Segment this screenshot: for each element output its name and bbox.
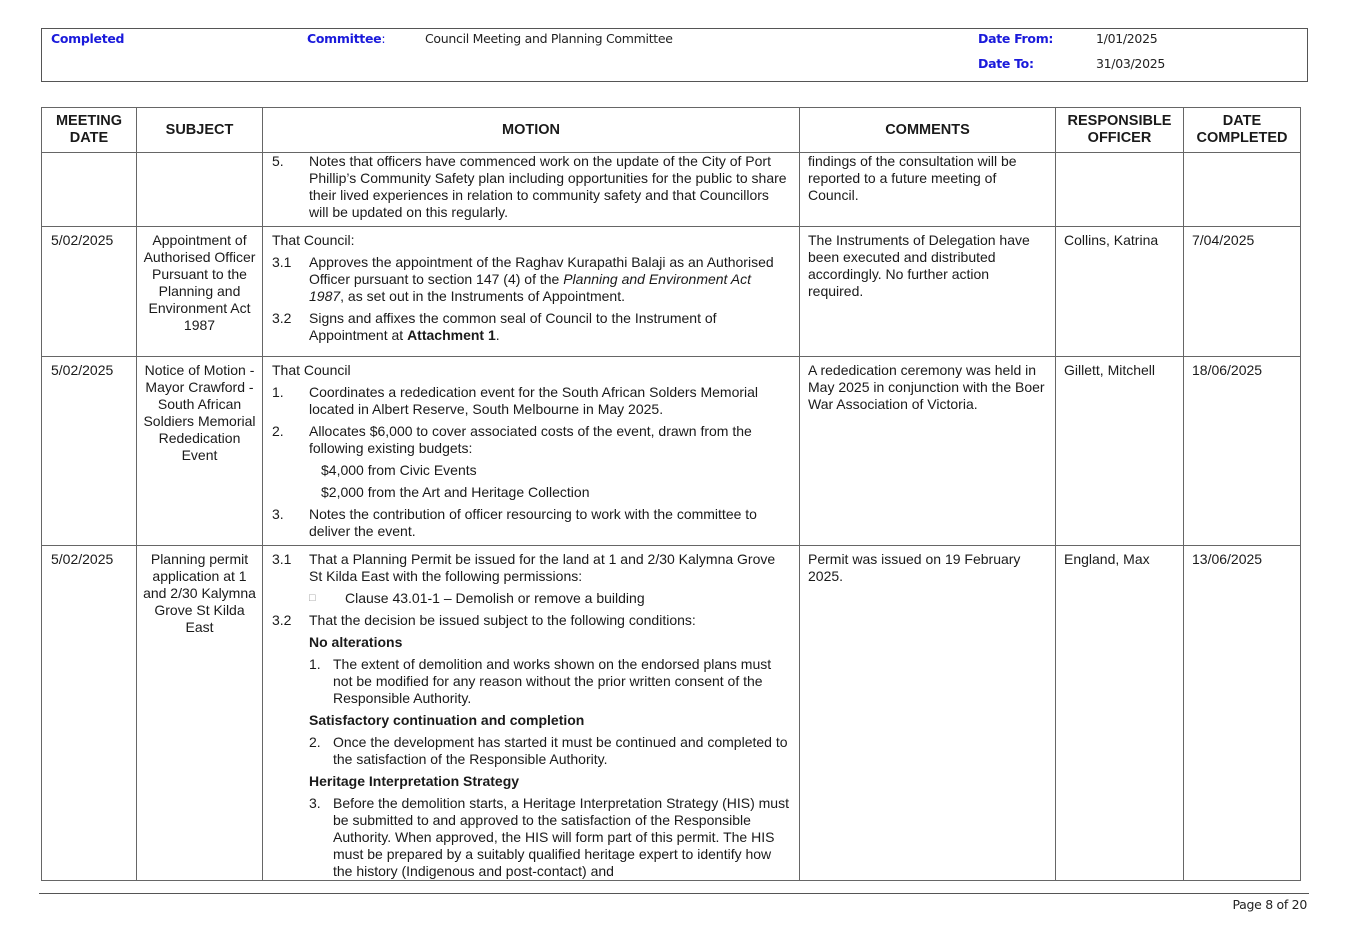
motion-cell <box>263 546 800 881</box>
motion-item: 3.1 That a Planning Permit be issued for the land at 1 and 2/30 Kalymna Grove St Kilda East with the following permissions: <box>272 551 776 584</box>
motion-item: 5. Notes that officers have commenced work on the update of the City of Port Phillip’s Community Safety plan including opportunities for the public to share their lived experiences in relation to community safety and that Councillors will be updated on this regularly. <box>272 153 787 220</box>
motion-cell <box>263 227 800 357</box>
subject-cell: Planning permit application at 1 and 2/30 Kalymna Grove St Kilda East <box>137 546 263 881</box>
condition-item: 3. Before the demolition starts, a Heritage Interpretation Strategy (HIS) must be submitted to and approved to the satisfaction of the Responsible Authority. When approved, the HIS will form part of this permit. The HIS must be prepared by a suitably qualified heritage expert to identify how the history (Indigenous and post-contact) and <box>309 795 789 879</box>
subject-cell: Appointment of Authorised Officer Pursuant to the Planning and Environment Act 1987 <box>137 227 263 357</box>
date-from-value: 1/01/2025 <box>1096 31 1158 46</box>
motion-cell <box>263 357 800 546</box>
column-header-date-completed: DATE COMPLETED <box>1184 108 1301 153</box>
table-header-row <box>42 108 1301 153</box>
committee-value: Council Meeting and Planning Committee <box>425 31 673 46</box>
budget-line: $2,000 from the Art and Heritage Collection <box>321 484 590 500</box>
condition-item: 2. Once the development has started it must be continued and completed to the satisfaction of the Responsible Authority. <box>309 734 788 767</box>
condition-item: 1. The extent of demolition and works shown on the endorsed plans must not be modified for any reason without the prior written consent of the Responsible Authority. <box>309 656 772 706</box>
motion-intro: That Council: <box>272 232 355 248</box>
table-row <box>42 227 1301 357</box>
column-header-motion: MOTION <box>263 108 800 153</box>
column-header-comments: COMMENTS <box>800 108 1056 153</box>
date-completed-cell: 13/06/2025 <box>1184 546 1301 881</box>
condition-heading: Satisfactory continuation and completion <box>309 712 585 728</box>
committee-label: Committee: <box>307 31 386 46</box>
date-completed-cell: 7/04/2025 <box>1184 227 1301 357</box>
page-number: Page 8 of 20 <box>1232 897 1307 912</box>
subject-cell: Notice of Motion - Mayor Crawford - South African Soldiers Memorial Rededication Event <box>137 357 263 546</box>
comments-cell: Permit was issued on 19 February 2025. <box>800 546 1056 881</box>
completed-motions-table <box>41 107 1301 881</box>
comments-cell: findings of the consultation will be reported to a future meeting of Council. <box>800 153 1056 227</box>
status-label: Completed <box>51 31 125 46</box>
budget-line: $4,000 from Civic Events <box>321 462 477 478</box>
table-row <box>42 153 1301 227</box>
date-to-value: 31/03/2025 <box>1096 56 1166 71</box>
meeting-date-cell <box>42 153 137 227</box>
responsible-officer-cell: England, Max <box>1056 546 1184 881</box>
motion-item: 3.2 Signs and affixes the common seal of Council to the Instrument of Appointment at Attachment 1. <box>272 310 717 343</box>
motion-item: 3. Notes the contribution of officer resourcing to work with the committee to deliver the event. <box>272 506 757 539</box>
motion-item: 3.1 Approves the appointment of the Raghav Kurapathi Balaji as an Authorised Officer pursuant to section 147 (4) of the Planning and Environment Act 1987, as set out in the Instruments of Appointment. <box>272 254 774 304</box>
table-row <box>42 546 1301 881</box>
subject-cell <box>137 153 263 227</box>
date-completed-cell <box>1184 153 1301 227</box>
motion-intro: That Council <box>272 362 351 378</box>
responsible-officer-cell: Gillett, Mitchell <box>1056 357 1184 546</box>
motion-item: 3.2 That the decision be issued subject to the following conditions: <box>272 612 696 628</box>
meeting-date-cell: 5/02/2025 <box>42 357 137 546</box>
meeting-date-cell: 5/02/2025 <box>42 227 137 357</box>
motion-cell <box>263 153 800 227</box>
date-to-label: Date To: <box>978 56 1034 71</box>
column-header-meeting-date: MEETING DATE <box>42 108 137 153</box>
bullet-box-icon: □ <box>309 592 316 604</box>
motion-item: 2. Allocates $6,000 to cover associated costs of the event, drawn from the following existing budgets: <box>272 423 752 456</box>
motion-item: 1. Coordinates a rededication event for the South African Solders Memorial located in Albert Reserve, South Melbourne in May 2025. <box>272 384 759 417</box>
comments-cell: The Instruments of Delegation have been executed and distributed accordingly. No further action required. <box>800 227 1056 357</box>
date-completed-cell: 18/06/2025 <box>1184 357 1301 546</box>
footer-divider <box>39 893 1309 894</box>
condition-heading: Heritage Interpretation Strategy <box>309 773 520 789</box>
comments-cell: A rededication ceremony was held in May 2025 in conjunction with the Boer War Association of Victoria. <box>800 357 1056 546</box>
responsible-officer-cell <box>1056 153 1184 227</box>
responsible-officer-cell: Collins, Katrina <box>1056 227 1184 357</box>
table-row <box>42 357 1301 546</box>
column-header-responsible-officer: RESPONSIBLE OFFICER <box>1056 108 1184 153</box>
permission-bullet: □ Clause 43.01-1 – Demolish or remove a building <box>309 590 645 606</box>
condition-heading: No alterations <box>309 634 403 650</box>
date-from-label: Date From: <box>978 31 1054 46</box>
meeting-date-cell: 5/02/2025 <box>42 546 137 881</box>
column-header-subject: SUBJECT <box>137 108 263 153</box>
